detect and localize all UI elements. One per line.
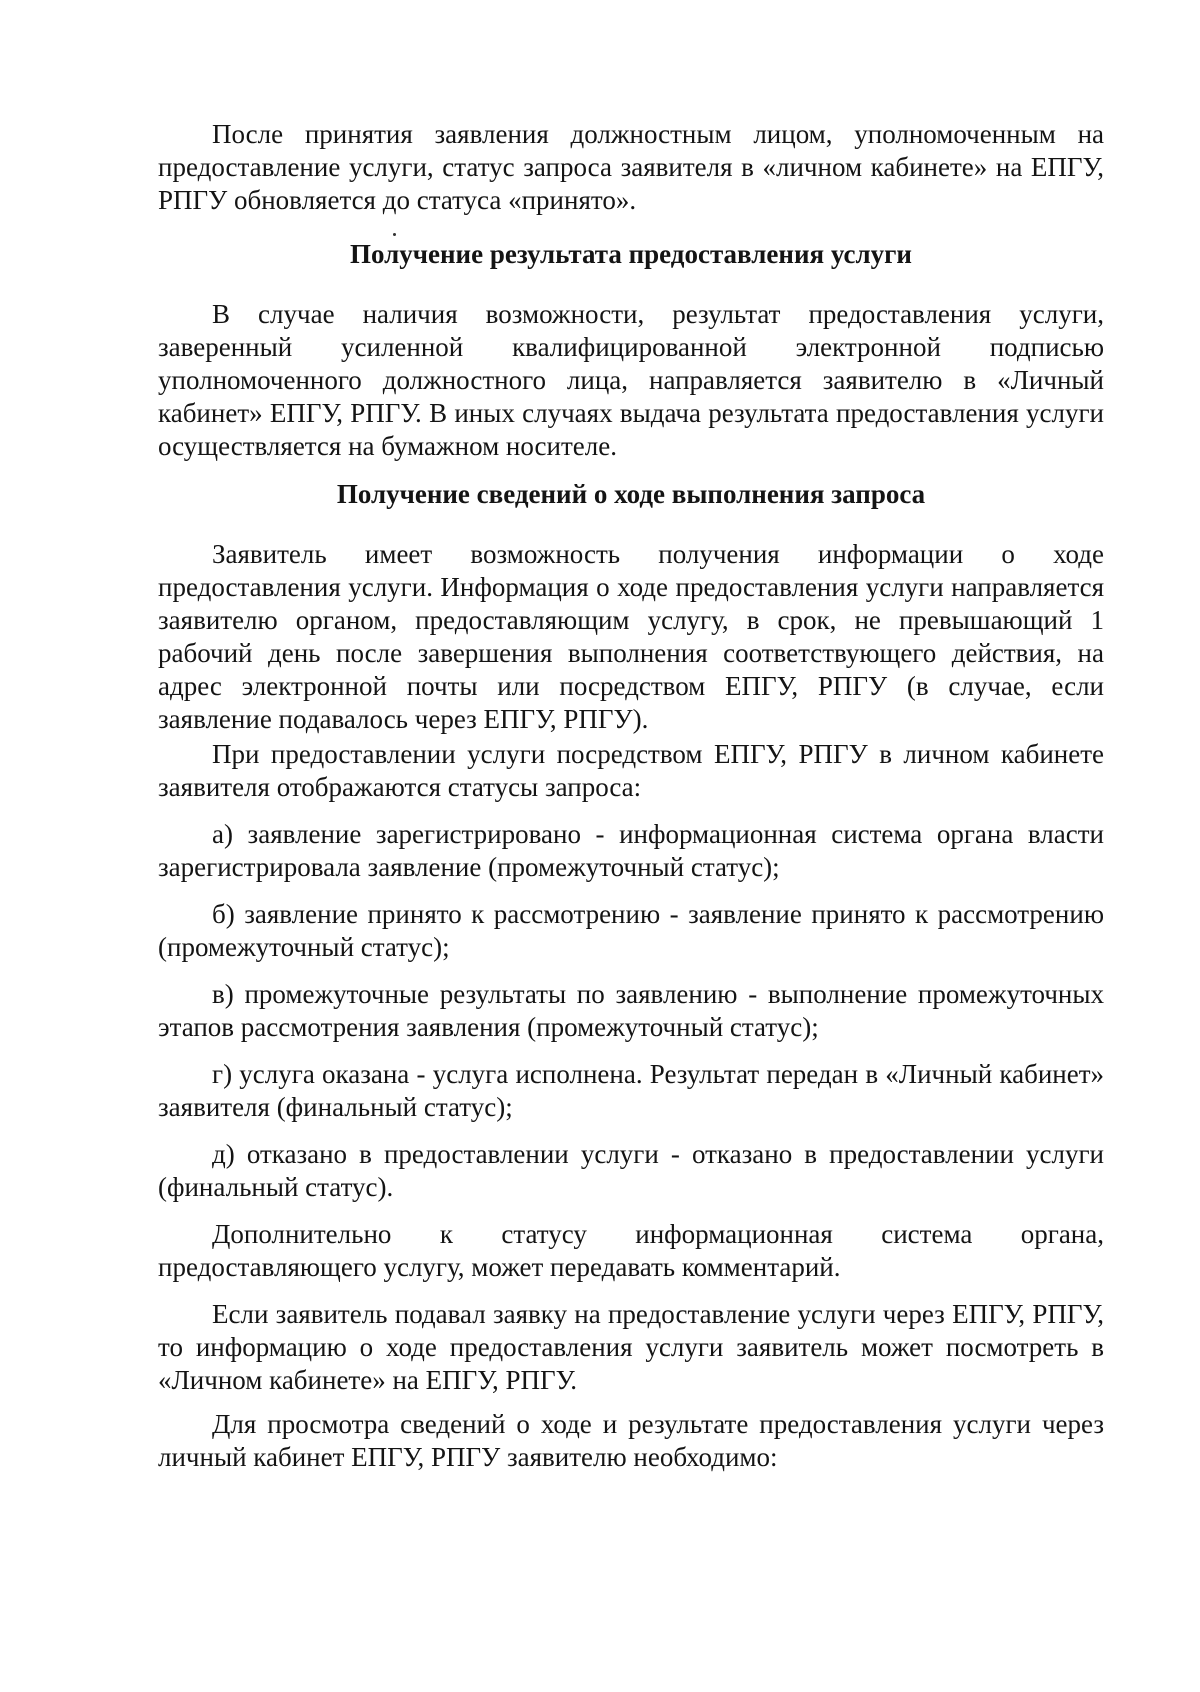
paragraph-comment: Дополнительно к статусу информационная система органа, предоставляющего услугу, может передавать комментарий. [158, 1219, 1104, 1282]
paragraph-status-update: После принятия заявления должностным лицом, уполномоченным на предоставление услуги, статус запроса заявителя в «личном кабинете» на ЕПГУ, РПГУ обновляется до статуса «принято». [158, 119, 1104, 215]
paragraph-personal-account: Если заявитель подавал заявку на предоставление услуги через ЕПГУ, РПГУ, то информацию о ходе предоставления услуги заявитель может посмотреть в «Личном кабинете» на ЕПГУ, РПГУ. [158, 1299, 1104, 1395]
status-item-g: г) услуга оказана - услуга исполнена. Результат передан в «Личный кабинет» заявителя (финальный статус); [158, 1059, 1104, 1122]
paragraph-progress-info: Заявитель имеет возможность получения информации о ходе предоставления услуги. Информация о ходе предоставления услуги направляется заявителю органом, предоставляющим услугу, в срок, не превышающий 1 рабочий день после завершения выполнения соответствующего действия, на адрес электронной почты или посредством ЕПГУ, РПГУ (в случае, если заявление подавалось через ЕПГУ, РПГУ). [158, 539, 1104, 734]
status-item-v: в) промежуточные результаты по заявлению - выполнение промежуточных этапов рассмотрения заявления (промежуточный статус); [158, 979, 1104, 1042]
status-item-b: б) заявление принято к рассмотрению - заявление принято к рассмотрению (промежуточный статус); [158, 899, 1104, 962]
paragraph-statuses-intro: При предоставлении услуги посредством ЕПГУ, РПГУ в личном кабинете заявителя отображаются статусы запроса: [158, 739, 1104, 802]
status-item-a: а) заявление зарегистрировано - информационная система органа власти зарегистрировала заявление (промежуточный статус); [158, 819, 1104, 882]
paragraph-result-delivery: В случае наличия возможности, результат предоставления услуги, заверенный усиленной квалифицированной электронной подписью уполномоченного должностного лица, направляется заявителю в «Личный кабинет» ЕПГУ, РПГУ. В иных случаях выдача результата предоставления услуги осуществляется на бумажном носителе. [158, 299, 1104, 461]
heading-request-progress: Получение сведений о ходе выполнения запроса [336, 479, 926, 509]
scan-speck [393, 233, 396, 236]
heading-result-receipt: Получение результата предоставления услуги [350, 239, 912, 269]
status-item-d: д) отказано в предоставлении услуги - отказано в предоставлении услуги (финальный статус). [158, 1139, 1104, 1202]
paragraph-viewing-instructions: Для просмотра сведений о ходе и результате предоставления услуги через личный кабинет ЕПГУ, РПГУ заявителю необходимо: [158, 1409, 1104, 1472]
